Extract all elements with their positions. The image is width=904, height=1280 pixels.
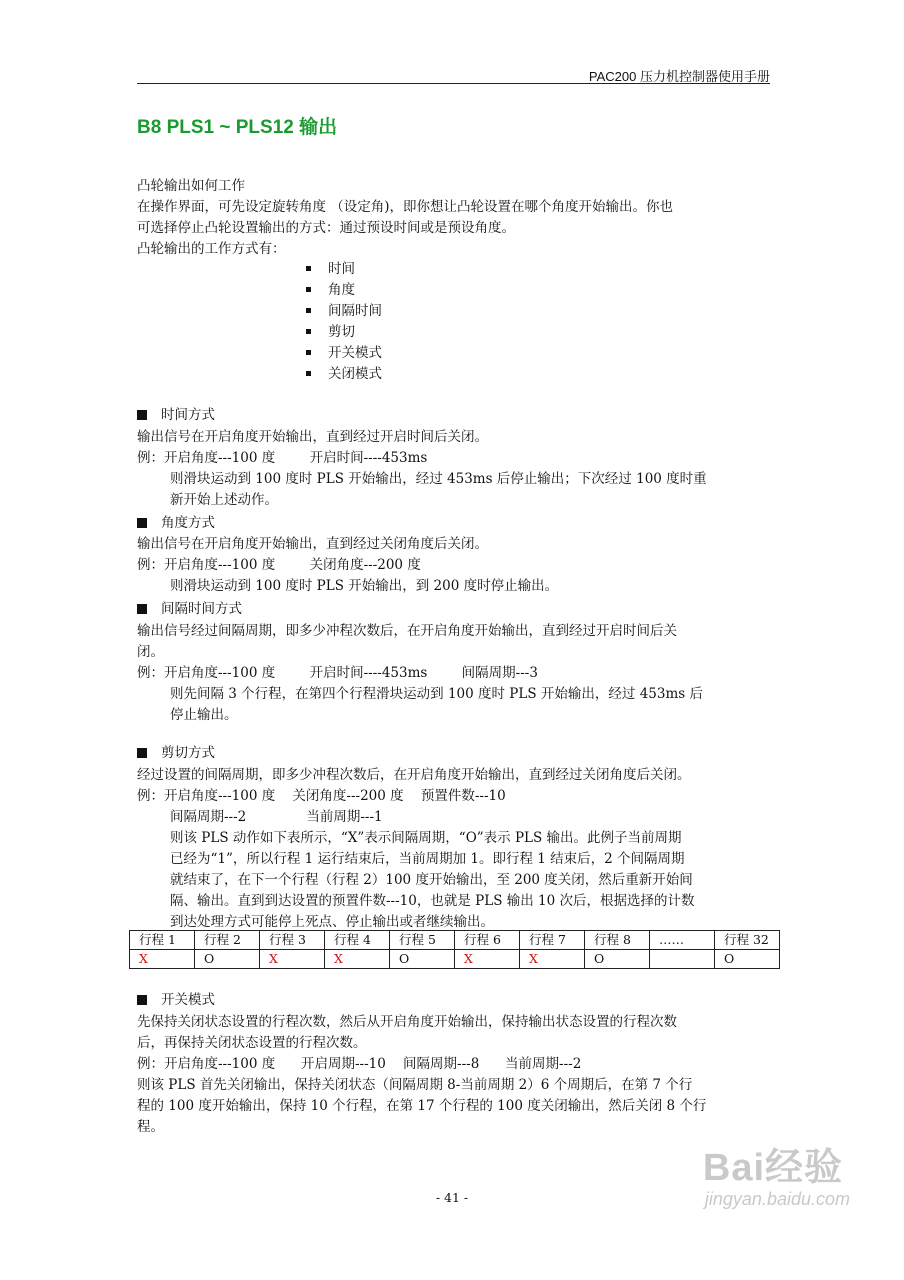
table-value-cell: X <box>260 950 325 969</box>
interval-mode-heading <box>137 599 242 620</box>
cut-mode-heading <box>137 743 215 764</box>
square-bullet-icon <box>137 995 147 1005</box>
switch-mode-desc: 后，再保持关闭状态设置的行程次数。 <box>137 1035 367 1051</box>
time-mode-detail: 则滑块运动到 100 度时 PLS 开始输出，经过 453ms 后停止输出；下次经过 100 度时重 <box>170 471 707 487</box>
square-bullet-icon <box>137 604 147 614</box>
mode-list-item: 间隔时间 <box>306 301 382 322</box>
switch-mode-desc: 先保持关闭状态设置的行程次数，然后从开启角度开始输出，保持输出状态设置的行程次数 <box>137 1014 677 1030</box>
watermark-logo: Bai经验 <box>702 1147 844 1189</box>
cut-mode-example: 间隔周期---2 当前周期---1 <box>170 809 383 825</box>
header-rule <box>137 83 770 84</box>
heading-text: 剪切方式 <box>161 745 215 761</box>
mode-list-item: 角度 <box>306 280 382 301</box>
table-value-cell: O <box>715 950 780 969</box>
switch-mode-detail: 则该 PLS 首先关闭输出，保持关闭状态（间隔周期 8-当前周期 2）6 个周期后，在第 7 个行 <box>137 1077 693 1093</box>
table-header-cell: 行程 4 <box>325 931 390 950</box>
switch-mode-heading <box>137 990 215 1011</box>
interval-mode-detail: 停止输出。 <box>170 707 238 723</box>
heading-text: 开关模式 <box>161 992 215 1008</box>
table-value-cell: O <box>390 950 455 969</box>
table-value-cell: X <box>455 950 520 969</box>
cut-mode-detail: 已经为“1”，所以行程 1 运行结束后，当前周期加 1。即行程 1 结束后，2 个间隔周期 <box>170 851 685 867</box>
interval-mode-example: 例：开启角度---100 度 开启时间----453ms 间隔周期---3 <box>137 665 538 681</box>
time-mode-desc: 输出信号在开启角度开始输出，直到经过开启时间后关闭。 <box>137 429 488 445</box>
mode-list-item: 剪切 <box>306 322 382 343</box>
angle-mode-desc: 输出信号在开启角度开始输出，直到经过关闭角度后关闭。 <box>137 536 488 552</box>
table-header-cell: …… <box>650 931 715 950</box>
table-header-cell: 行程 3 <box>260 931 325 950</box>
square-bullet-icon <box>137 518 147 528</box>
heading-text: 时间方式 <box>161 407 215 423</box>
table-value-cell: O <box>195 950 260 969</box>
interval-mode-detail: 则先间隔 3 个行程，在第四个行程滑块运动到 100 度时 PLS 开始输出，经过 453ms 后 <box>170 686 703 702</box>
heading-text: 角度方式 <box>161 515 215 531</box>
square-bullet-icon <box>137 748 147 758</box>
table-value-cell <box>650 950 715 969</box>
intro-line: 在操作界面，可先设定旋转角度 （设定角)，即你想让凸轮设置在哪个角度开始输出。你也 <box>137 199 674 215</box>
intro-line: 可选择停止凸轮设置输出的方式：通过预设时间或是预设角度。 <box>137 220 515 236</box>
baidu-watermark <box>703 1148 850 1210</box>
time-mode-example: 例：开启角度---100 度 开启时间----453ms <box>137 450 428 466</box>
table-value-cell: X <box>520 950 585 969</box>
intro-heading: 凸轮输出如何工作 <box>137 178 245 194</box>
cut-mode-desc: 经过设置的间隔周期，即多少冲程次数后，在开启角度开始输出，直到经过关闭角度后关闭。 <box>137 767 691 783</box>
interval-mode-desc: 闭。 <box>137 644 164 660</box>
table-header-cell: 行程 6 <box>455 931 520 950</box>
switch-mode-detail: 程的 100 度开始输出，保持 10 个行程，在第 17 个行程的 100 度关闭输出，然后关闭 8 个行 <box>137 1098 707 1114</box>
table-row <box>130 950 780 969</box>
table-header-cell: 行程 2 <box>195 931 260 950</box>
intro-line: 凸轮输出的工作方式有： <box>137 241 286 257</box>
mode-list-item: 开关模式 <box>306 343 382 364</box>
angle-mode-example: 例：开启角度---100 度 关闭角度---200 度 <box>137 557 421 573</box>
table-value-cell: X <box>130 950 195 969</box>
interval-mode-desc: 输出信号经过间隔周期，即多少冲程次数后，在开启角度开始输出，直到经过开启时间后关 <box>137 623 677 639</box>
square-bullet-icon <box>137 410 147 420</box>
watermark-url: jingyan.baidu.com <box>704 1189 850 1209</box>
angle-mode-detail: 则滑块运动到 100 度时 PLS 开始输出，到 200 度时停止输出。 <box>170 578 559 594</box>
table-value-cell: O <box>585 950 650 969</box>
table-row <box>130 931 780 950</box>
heading-text: 间隔时间方式 <box>161 601 242 617</box>
section-title: B8 PLS1 ~ PLS12 输出 <box>137 117 338 138</box>
page-number: - 41 - <box>435 1190 469 1205</box>
table-header-cell: 行程 5 <box>390 931 455 950</box>
table-header-cell: 行程 1 <box>130 931 195 950</box>
mode-list <box>306 259 382 385</box>
header-title: PAC200 压力机控制器使用手册 <box>588 69 770 84</box>
switch-mode-detail: 程。 <box>137 1119 164 1135</box>
table-value-cell: X <box>325 950 390 969</box>
cut-mode-detail: 则该 PLS 动作如下表所示，“X”表示间隔周期，“O”表示 PLS 输出。此例子当前周期 <box>170 830 682 846</box>
stroke-table <box>129 930 780 969</box>
angle-mode-heading <box>137 513 215 534</box>
cut-mode-detail: 就结束了，在下一个行程（行程 2）100 度开始输出，至 200 度关闭，然后重新开始间 <box>170 872 693 888</box>
mode-list-item: 关闭模式 <box>306 364 382 385</box>
switch-mode-example: 例：开启角度---100 度 开启周期---10 间隔周期---8 当前周期---2 <box>137 1056 582 1072</box>
mode-list-item: 时间 <box>306 259 382 280</box>
cut-mode-example: 例：开启角度---100 度 关闭角度---200 度 预置件数---10 <box>137 788 506 804</box>
table-header-cell: 行程 8 <box>585 931 650 950</box>
cut-mode-detail: 到达处理方式可能停上死点、停止输出或者继续输出。 <box>170 914 494 930</box>
table-header-cell: 行程 7 <box>520 931 585 950</box>
time-mode-heading <box>137 405 215 426</box>
table-header-cell: 行程 32 <box>715 931 780 950</box>
cut-mode-detail: 隔、输出。直到到达设置的预置件数---10，也就是 PLS 输出 10 次后，根据选择的计数 <box>170 893 695 909</box>
time-mode-detail: 新开始上述动作。 <box>170 492 278 508</box>
